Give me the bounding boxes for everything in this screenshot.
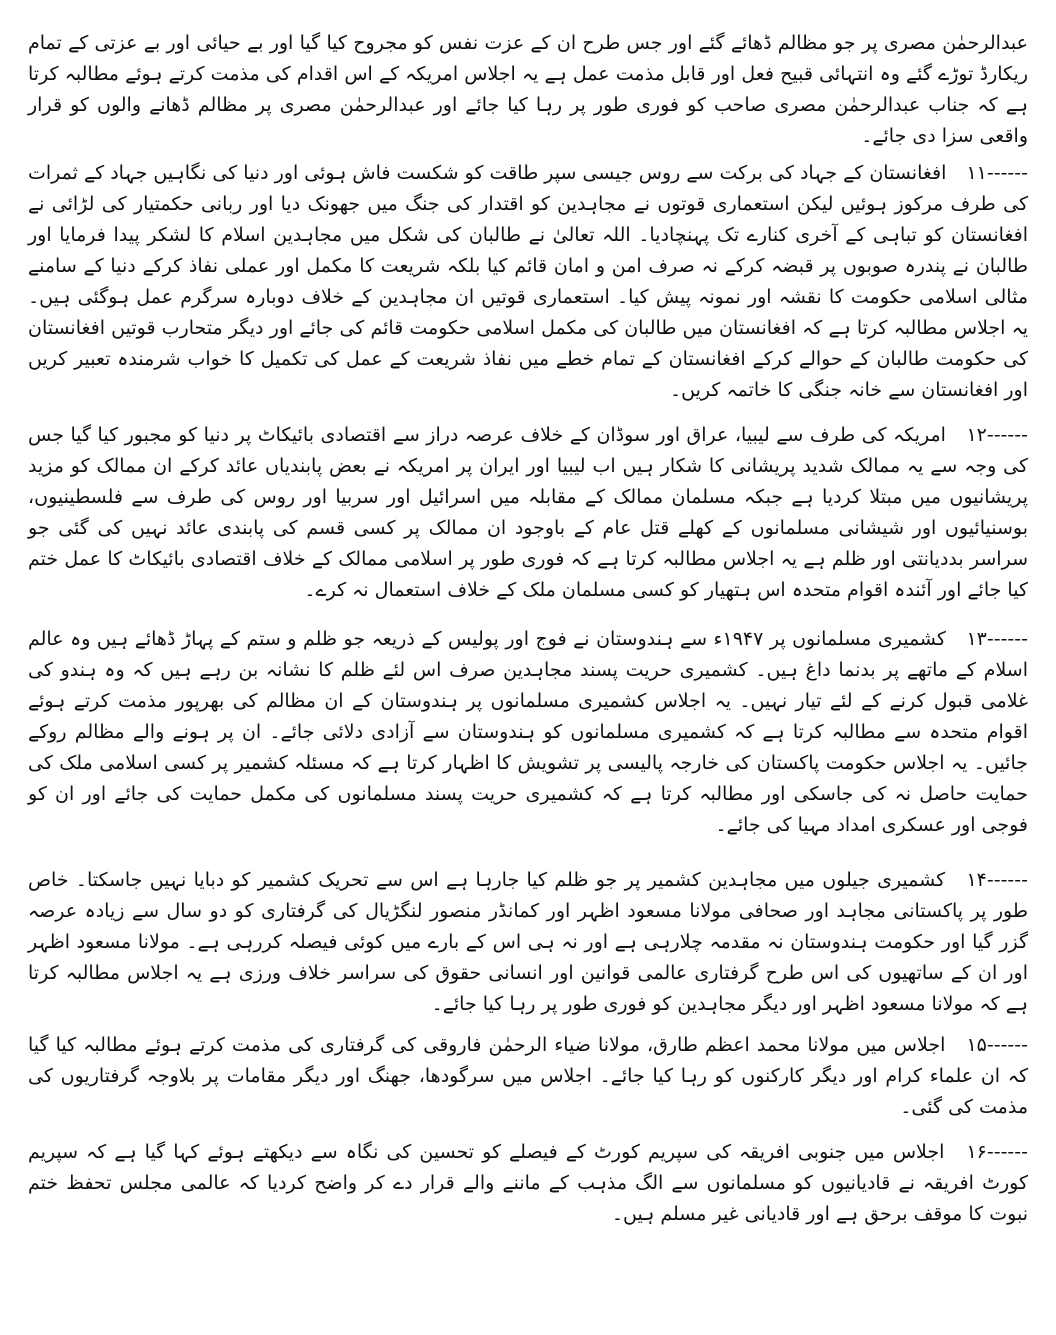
paragraph-12: [28, 420, 1028, 606]
paragraph-16-text: اجلاس میں جنوبی افریقہ کی سپریم کورٹ کے فیصلے کو تحسین کی نگاہ سے دیکھتے ہوئے کہا گیا ہے کہ سپریم کورٹ افریقہ نے قادیانیوں کو مسلمانوں سے الگ مذہب کے ماننے والے قرار دے کر واضح کردیا کہ عالمی مجلس تحفظ ختم نبوت کا موقف برحق ہے اور قادیانی غیر مسلم ہیں۔: [28, 1141, 1028, 1225]
paragraph-intro: [28, 0, 1028, 152]
paragraph-16-number: ۱۶------: [966, 1141, 1028, 1163]
paragraph-13: [28, 624, 1028, 841]
paragraph-15-number: ۱۵------: [966, 1034, 1028, 1056]
paragraph-11-text: افغانستان کے جہاد کی برکت سے روس جیسی سپر طاقت کو شکست فاش ہوئی اور دنیا کی نگاہیں جہاد کے ثمرات کی طرف مرکوز ہوئیں لیکن استعماری قوتوں نے مجاہدین کو اقتدار کی جنگ میں جھونک دیا اور ربانی حکمتیار کی لڑائی نے افغانستان کو تباہی کے آخری کنارے تک پہنچادیا۔ اللہ تعالیٰ نے طالبان کی شکل میں مجاہدین اسلام کا لشکر پیدا فرمایا اور طالبان نے پندرہ صوبوں پر قبضہ کرکے نہ صرف امن و امان قائم کیا بلکہ شریعت کا مکمل اور عملی نفاذ کرکے دنیا کے سامنے مثالی اسلامی حکومت کا نقشہ اور نمونہ پیش کیا۔ استعماری قوتیں ان مجاہدین کے خلاف دوبارہ سرگرم عمل ہوگئی ہیں۔ یہ اجلاس مطالبہ کرتا ہے کہ افغانستان میں طالبان کی مکمل اسلامی حکومت قائم کی جائے اور دیگر متحارب قوتیں افغانستان کی حکومت طالبان کے حوالے کرکے افغانستان کے تمام خطے میں نفاذ شریعت کے عمل کی تکمیل کا خواب شرمندہ تعبیر کریں اور افغانستان سے خانہ جنگی کا خاتمہ کریں۔: [28, 162, 1028, 401]
paragraph-11: [28, 158, 1028, 406]
paragraph-14: [28, 865, 1028, 1020]
document-page: [28, 0, 1028, 1335]
paragraph-intro-text: عبدالرحمٰن مصری پر جو مظالم ڈھائے گئے اور جس طرح ان کے عزت نفس کو مجروح کیا گیا اور بے حیائی اور بے عزتی کے تمام ریکارڈ توڑے گئے وہ انتہائی قبیح فعل اور قابل مذمت عمل ہے یہ اجلاس امریکہ کے اس اقدام کی مذمت کرتے ہوئے مطالبہ کرتا ہے کہ جناب عبدالرحمٰن مصری صاحب کو فوری طور پر رہا کیا جائے اور عبدالرحمٰن مصری پر مظالم ڈھانے والوں کو قرار واقعی سزا دی جائے۔: [28, 32, 1028, 147]
paragraph-15: [28, 1030, 1028, 1123]
paragraph-14-number: ۱۴------: [966, 869, 1028, 891]
paragraph-14-text: کشمیری جیلوں میں مجاہدین کشمیر پر جو ظلم کیا جارہا ہے اس سے تحریک کشمیر کو دبایا نہیں جاسکتا۔ خاص طور پر پاکستانی مجاہد اور صحافی مولانا مسعود اظہر اور کمانڈر منصور لنگڑیال کی گرفتاری کو دو سال سے زیادہ عرصہ گزر گیا اور حکومت ہندوستان نہ مقدمہ چلارہی ہے اور نہ ہی اس کے بارے میں کوئی فیصلہ کررہی ہے۔ مولانا مسعود اظہر اور ان کے ساتھیوں کی اس طرح گرفتاری عالمی قوانین اور انسانی حقوق کی سراسر خلاف ورزی ہے یہ اجلاس مطالبہ کرتا ہے کہ مولانا مسعود اظہر اور دیگر مجاہدین کو فوری طور پر رہا کیا جائے۔: [28, 869, 1028, 1015]
paragraph-12-number: ۱۲------: [966, 424, 1028, 446]
paragraph-12-text: امریکہ کی طرف سے لیبیا، عراق اور سوڈان کے خلاف عرصہ دراز سے اقتصادی بائیکاٹ پر دنیا کو مجبور کیا گیا جس کی وجہ سے یہ ممالک شدید پریشانی کا شکار ہیں اب لیبیا اور ایران پر امریکہ نے بعض پابندیاں عائد کرکے ان ممالک کو مزید پریشانیوں میں مبتلا کردیا ہے جبکہ مسلمان ممالک کے مقابلہ میں اسرائیل اور سربیا اور روس کی طرف سے فلسطینیوں، بوسنیائیوں اور شیشانی مسلمانوں کے کھلے قتل عام کے باوجود ان ممالک پر کسی قسم کی پابندی عائد نہیں کی گئی جو سراسر بددیانتی اور ظلم ہے یہ اجلاس مطالبہ کرتا ہے کہ فوری طور پر اسلامی ممالک کے خلاف اقتصادی بائیکاٹ کا عمل ختم کیا جائے اور آئندہ اقوام متحدہ اس ہتھیار کو کسی مسلمان ملک کے خلاف استعمال نہ کرے۔: [28, 424, 1028, 601]
paragraph-13-number: ۱۳------: [966, 628, 1028, 650]
paragraph-15-text: اجلاس میں مولانا محمد اعظم طارق، مولانا ضیاء الرحمٰن فاروقی کی گرفتاری کی مذمت کرتے ہوئے مطالبہ کیا گیا کہ ان علماء کرام اور دیگر کارکنوں کو رہا کیا جائے۔ اجلاس میں سرگودھا، جھنگ اور دیگر مقامات پر بلاوجہ گرفتاریوں کی مذمت کی گئی۔: [28, 1034, 1028, 1118]
paragraph-11-number: ۱۱------: [966, 162, 1028, 184]
paragraph-13-text: کشمیری مسلمانوں پر ۱۹۴۷ء سے ہندوستان نے فوج اور پولیس کے ذریعہ جو ظلم و ستم کے پہاڑ ڈھائے ہیں وہ عالم اسلام کے ماتھے پر بدنما داغ ہیں۔ کشمیری حریت پسند مجاہدین صرف اس لئے ظلم کا نشانہ بن رہے ہیں کہ وہ ہندو کی غلامی قبول کرنے کے لئے تیار نہیں۔ یہ اجلاس کشمیری مسلمانوں پر ہندوستان کے ان مظالم کی بھرپور مذمت کرتے ہوئے اقوام متحدہ سے مطالبہ کرتا ہے کہ کشمیری مسلمانوں کو ہندوستان سے آزادی دلائی جائے۔ ان پر ہونے والے مظالم روکے جائیں۔ یہ اجلاس حکومت پاکستان کی خارجہ پالیسی پر تشویش کا اظہار کرتا ہے کہ مسئلہ کشمیر پر کسی اسلامی ملک کی حمایت حاصل نہ کی جاسکی اور مطالبہ کرتا ہے کہ کشمیری حریت پسند مسلمانوں کی مکمل حمایت کی جائے اور ان کو فوجی اور عسکری امداد مہیا کی جائے۔: [28, 628, 1028, 836]
paragraph-16: [28, 1137, 1028, 1230]
